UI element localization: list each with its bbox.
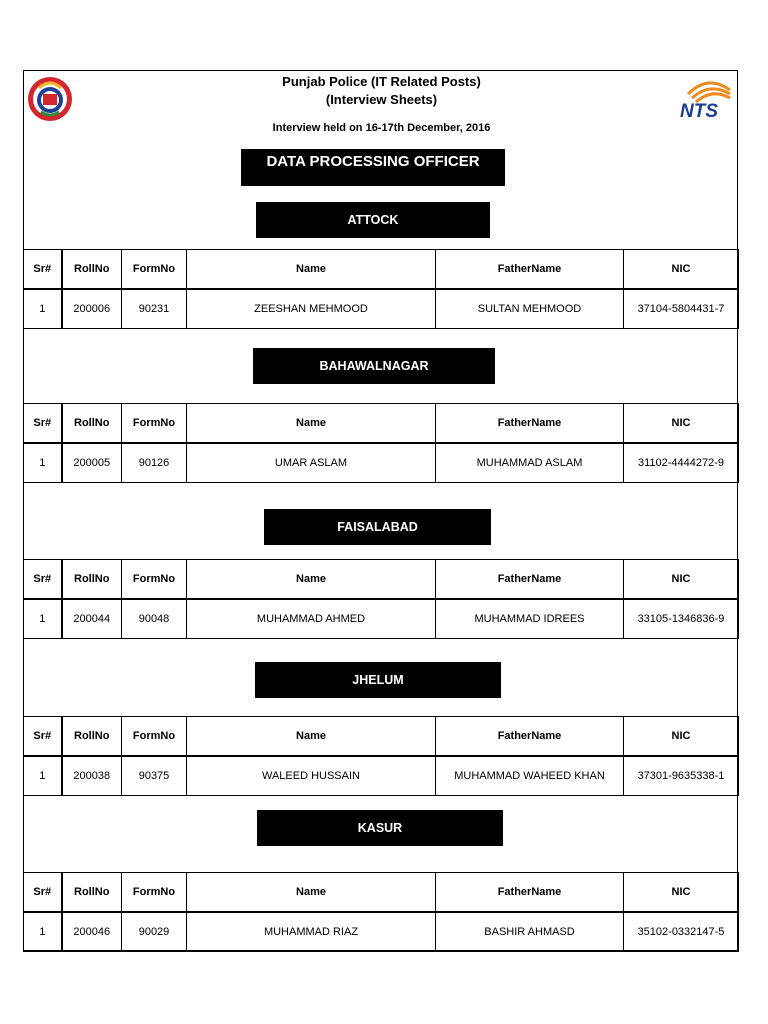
cell-rollno: 200006 (62, 289, 122, 329)
cell-formno: 90231 (122, 289, 187, 329)
table-header-row (24, 560, 739, 600)
cell-nic: 37301-9635338-1 (624, 756, 739, 796)
district-banner-jhelum: JHELUM (255, 662, 501, 698)
cell-sr: 1 (24, 289, 62, 329)
interview-date: Interview held on 16-17th December, 2016 (272, 122, 491, 134)
cell-sr: 1 (24, 443, 62, 483)
column-header-nic: NIC (624, 250, 739, 290)
column-header-sr: Sr# (24, 717, 62, 757)
column-header-nic: NIC (624, 560, 739, 600)
cell-fathername: MUHAMMAD IDREES (436, 599, 624, 639)
sheet-title: (Interview Sheets) (325, 92, 438, 107)
cell-rollno: 200005 (62, 443, 122, 483)
column-header-nic: NIC (624, 404, 739, 444)
district-banner-faisalabad: FAISALABAD (264, 509, 491, 545)
column-header-nic: NIC (624, 717, 739, 757)
candidates-table-attock (23, 249, 739, 329)
table-header-row (24, 250, 739, 290)
column-header-fathername: FatherName (436, 717, 624, 757)
column-header-formno: FormNo (122, 717, 187, 757)
cell-sr: 1 (24, 756, 62, 796)
column-header-name: Name (187, 250, 436, 290)
table-header-row (24, 717, 739, 757)
cell-nic: 37104-5804431-7 (624, 289, 739, 329)
cell-sr: 1 (24, 599, 62, 639)
cell-name: MUHAMMAD AHMED (187, 599, 436, 639)
table-header-row (24, 404, 739, 444)
column-header-formno: FormNo (122, 560, 187, 600)
nts-logo-text: NTS (680, 101, 718, 122)
nts-logo (674, 76, 732, 122)
org-title: Punjab Police (IT Related Posts) (282, 74, 481, 89)
cell-rollno: 200044 (62, 599, 122, 639)
column-header-name: Name (187, 873, 436, 913)
table-header-row (24, 873, 739, 913)
cell-name: WALEED HUSSAIN (187, 756, 436, 796)
table-row (24, 443, 739, 483)
table-row (24, 756, 739, 796)
post-title-banner: DATA PROCESSING OFFICER (241, 149, 505, 186)
cell-sr: 1 (24, 912, 62, 952)
column-header-name: Name (187, 717, 436, 757)
cell-formno: 90048 (122, 599, 187, 639)
candidates-table-bahawalnagar (23, 403, 739, 483)
cell-fathername: BASHIR AHMASD (436, 912, 624, 952)
candidates-table-jhelum (23, 716, 739, 796)
cell-name: UMAR ASLAM (187, 443, 436, 483)
cell-name: ZEESHAN MEHMOOD (187, 289, 436, 329)
column-header-fathername: FatherName (436, 873, 624, 913)
cell-rollno: 200038 (62, 756, 122, 796)
column-header-formno: FormNo (122, 404, 187, 444)
column-header-name: Name (187, 560, 436, 600)
district-banner-kasur: KASUR (257, 810, 503, 846)
interview-sheet (23, 70, 738, 951)
cell-fathername: SULTAN MEHMOOD (436, 289, 624, 329)
cell-nic: 31102-4444272-9 (624, 443, 739, 483)
column-header-fathername: FatherName (436, 404, 624, 444)
cell-name: MUHAMMAD RIAZ (187, 912, 436, 952)
table-row (24, 289, 739, 329)
table-row (24, 912, 739, 952)
cell-formno: 90126 (122, 443, 187, 483)
cell-fathername: MUHAMMAD ASLAM (436, 443, 624, 483)
cell-nic: 33105-1346836-9 (624, 599, 739, 639)
cell-formno: 90375 (122, 756, 187, 796)
column-header-rollno: RollNo (62, 250, 122, 290)
column-header-sr: Sr# (24, 560, 62, 600)
column-header-sr: Sr# (24, 404, 62, 444)
candidates-table-faisalabad (23, 559, 739, 639)
cell-rollno: 200046 (62, 912, 122, 952)
cell-fathername: MUHAMMAD WAHEED KHAN (436, 756, 624, 796)
column-header-rollno: RollNo (62, 717, 122, 757)
district-banner-attock: ATTOCK (256, 202, 490, 238)
column-header-rollno: RollNo (62, 560, 122, 600)
cell-nic: 35102-0332147-5 (624, 912, 739, 952)
column-header-formno: FormNo (122, 873, 187, 913)
column-header-nic: NIC (624, 873, 739, 913)
column-header-fathername: FatherName (436, 250, 624, 290)
district-banner-bahawalnagar: BAHAWALNAGAR (253, 348, 495, 384)
cell-formno: 90029 (122, 912, 187, 952)
candidates-table-kasur (23, 872, 739, 952)
column-header-rollno: RollNo (62, 873, 122, 913)
column-header-sr: Sr# (24, 873, 62, 913)
column-header-sr: Sr# (24, 250, 62, 290)
table-row (24, 599, 739, 639)
column-header-rollno: RollNo (62, 404, 122, 444)
column-header-name: Name (187, 404, 436, 444)
column-header-fathername: FatherName (436, 560, 624, 600)
column-header-formno: FormNo (122, 250, 187, 290)
